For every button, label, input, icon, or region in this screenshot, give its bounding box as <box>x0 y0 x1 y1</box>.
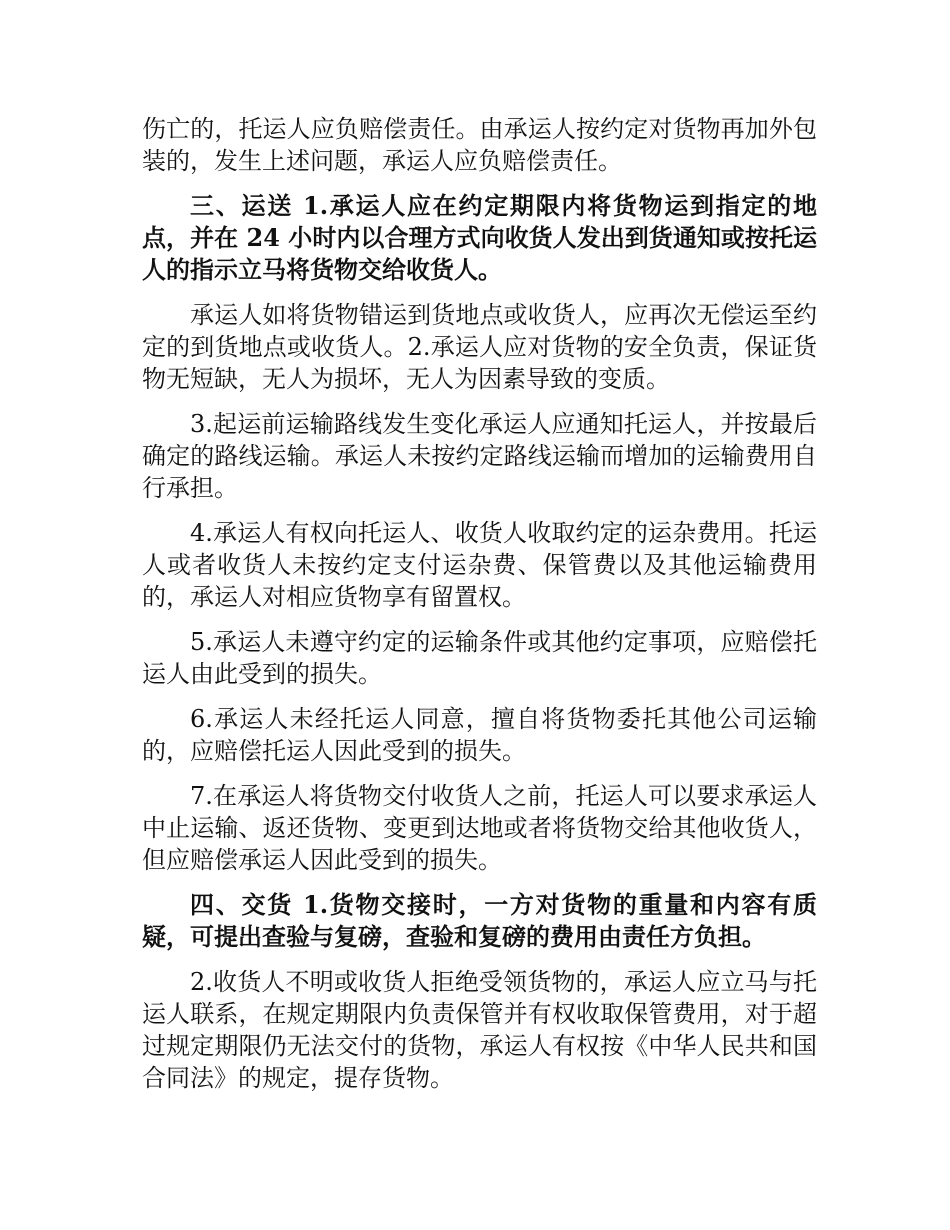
document-body <box>142 113 817 1107</box>
paragraph-subcontracting: 6.承运人未经托运人同意，擅自将货物委托其他公司运输的，应赔偿托运人因此受到的损失。 <box>142 705 817 765</box>
paragraph-stop-transport: 7.在承运人将货物交付收货人之前，托运人可以要求承运人中止运输、返还货物、变更到达地或者将货物交给其他收货人，但应赔偿承运人因此受到的损失。 <box>142 782 817 874</box>
section-heading-delivery: 四、交货 1.货物交接时，一方对货物的重量和内容有质疑，可提出查验与复磅，查验和复磅的费用由责任方负担。 <box>142 890 817 951</box>
paragraph-wrong-delivery: 承运人如将货物错运到货地点或收货人，应再次无偿运至约定的到货地点或收货人。2.承运人应对货物的安全负责，保证货物无短缺，无人为损坏，无人为因素导致的变质。 <box>142 301 817 393</box>
paragraph-unclaimed-goods: 2.收货人不明或收货人拒绝受领货物的，承运人应立马与托运人联系，在规定期限内负责保管并有权收取保管费用，对于超过规定期限仍无法交付的货物，承运人有权按《中华人民共和国合同法》的规定，提存货物。 <box>142 968 817 1092</box>
paragraph-freight-fees: 4.承运人有权向托运人、收货人收取约定的运杂费用。托运人或者收货人未按约定支付运杂费、保管费以及其他运输费用的，承运人对相应货物享有留置权。 <box>142 519 817 611</box>
paragraph-route-change: 3.起运前运输路线发生变化承运人应通知托运人，并按最后确定的路线运输。承运人未按约定路线运输而增加的运输费用自行承担。 <box>142 410 817 502</box>
paragraph-conditions-breach: 5.承运人未遵守约定的运输条件或其他约定事项，应赔偿托运人由此受到的损失。 <box>142 628 817 688</box>
paragraph-liability-continued: 伤亡的，托运人应负赔偿责任。由承运人按约定对货物再加外包装的，发生上述问题，承运人应负赔偿责任。 <box>142 115 817 175</box>
section-heading-transport: 三、运送 1.承运人应在约定期限内将货物运到指定的地点，并在 24 小时内以合理方式向收货人发出到货通知或按托运人的指示立马将货物交给收货人。 <box>142 191 817 284</box>
